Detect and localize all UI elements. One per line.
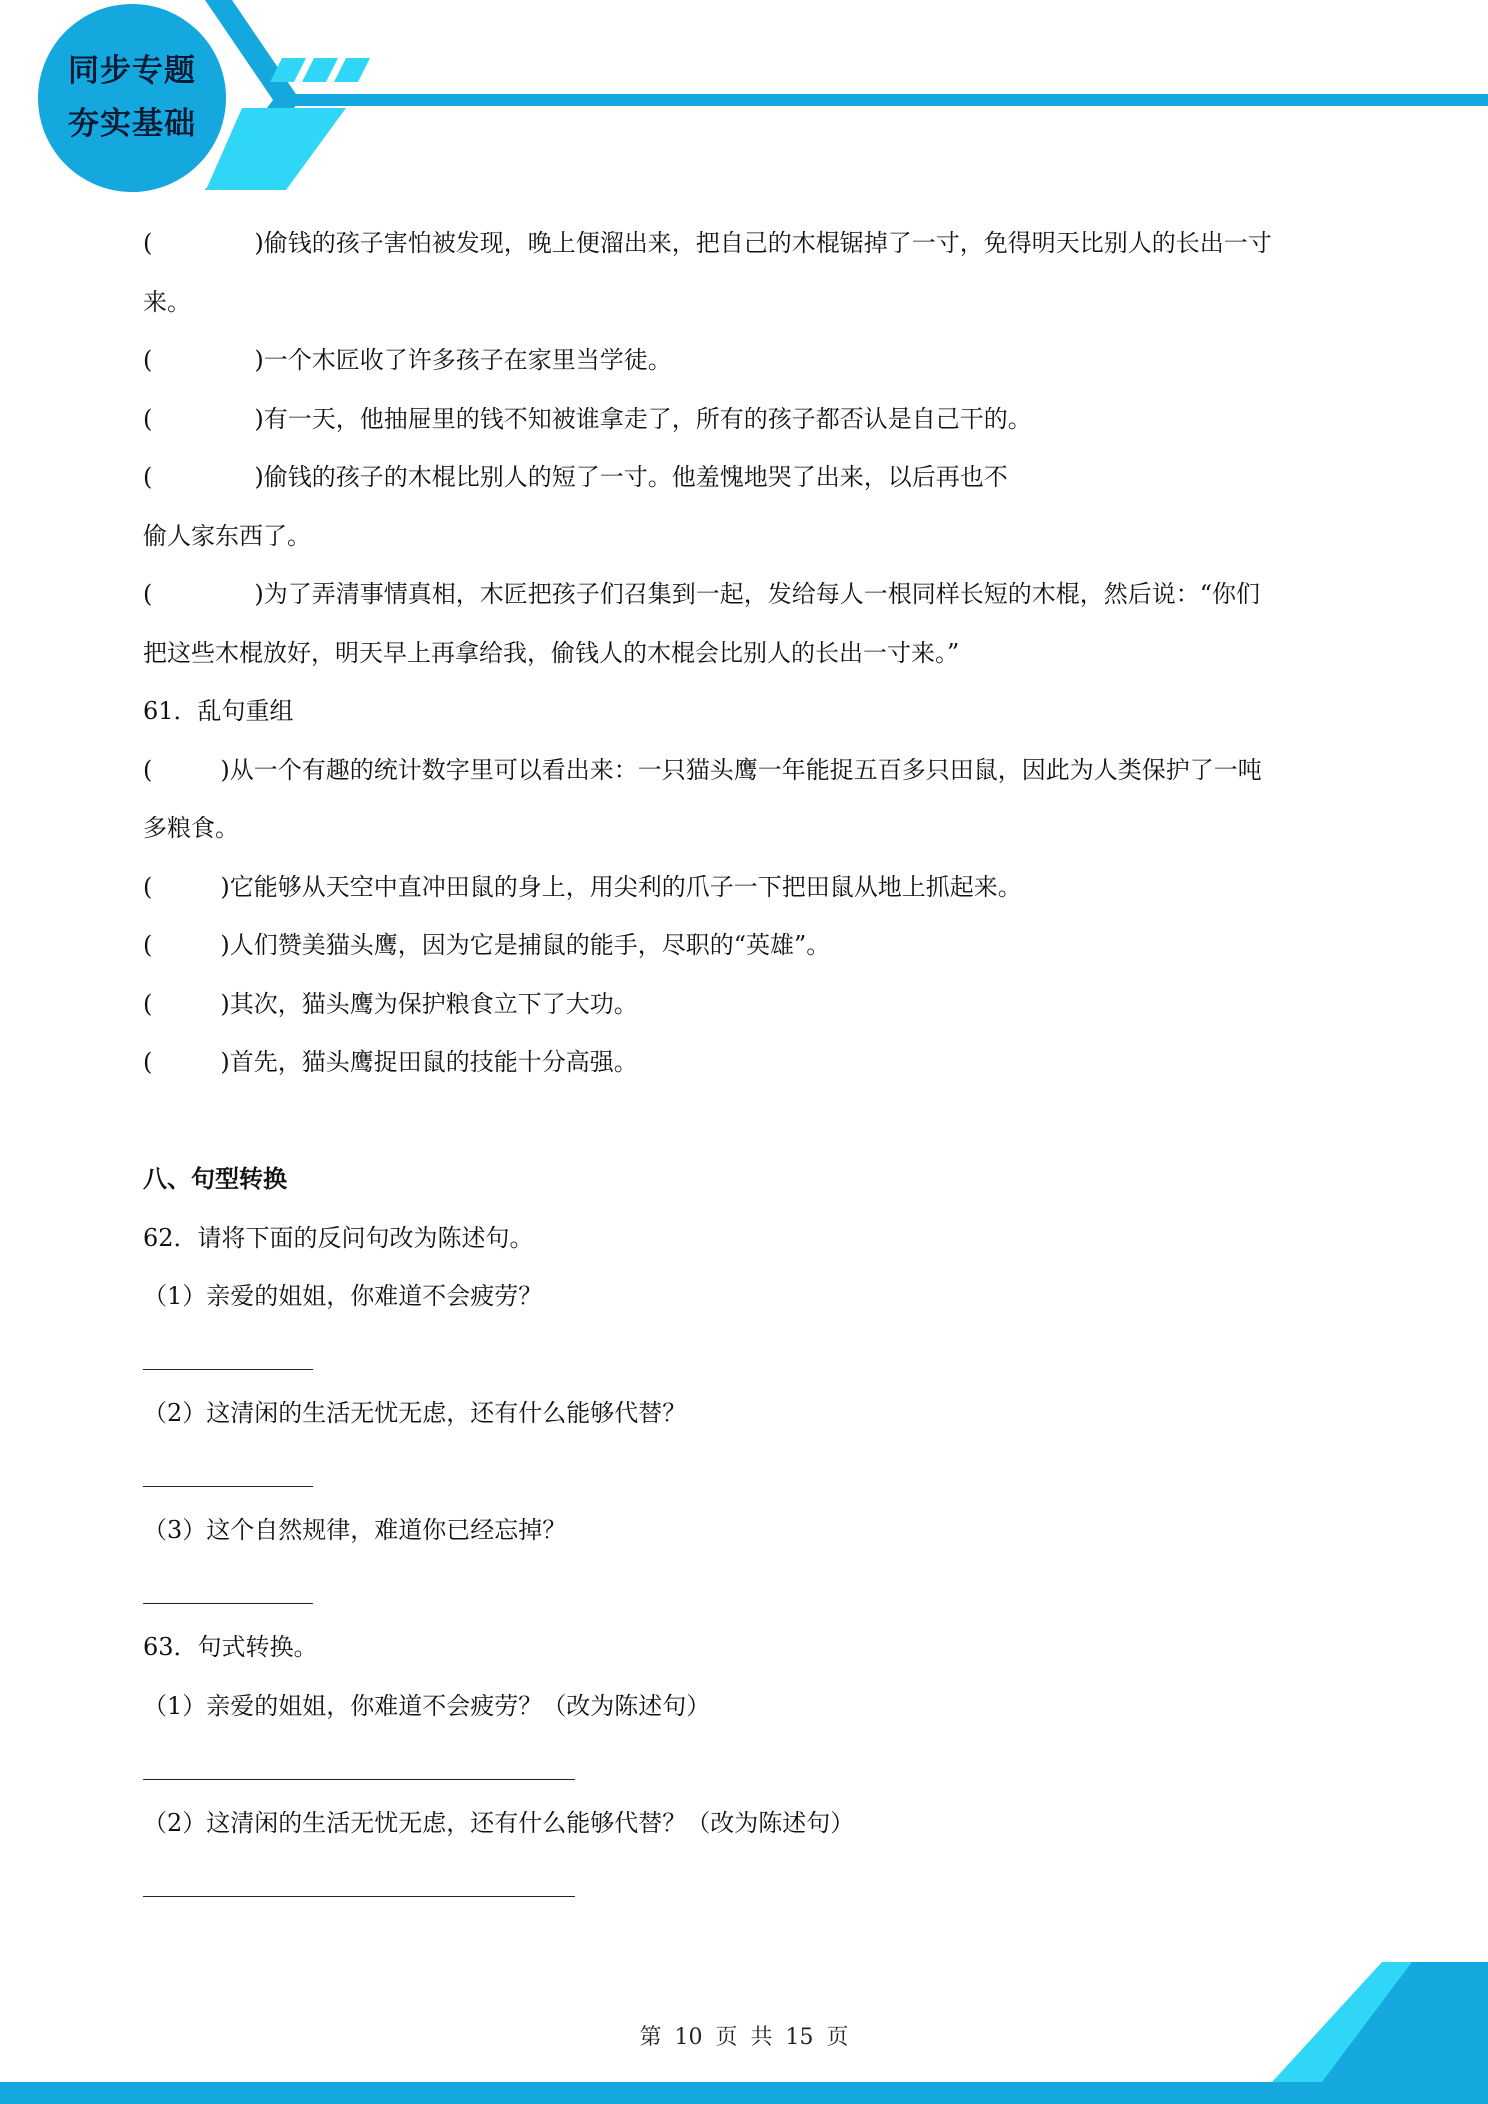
question-63-item-2: （2）这清闲的生活无忧无虑，还有什么能够代替？（改为陈述句）: [143, 1808, 855, 1837]
badge-line-2: 夯实基础: [68, 106, 196, 142]
order-line: ( )偷钱的孩子的木棍比别人的短了一寸。他羞愧地哭了出来，以后再也不: [143, 463, 1008, 491]
order-line: ( )一个木匠收了许多孩子在家里当学徒。: [143, 346, 672, 374]
order-line: ( )它能够从天空中直冲田鼠的身上，用尖利的爪子一下把田鼠从地上抓起来。: [143, 872, 1022, 901]
header-badge: [38, 4, 226, 192]
question-62-title: 62．请将下面的反问句改为陈述句。: [143, 1223, 534, 1252]
page-number: 第 10 页 共 15 页: [639, 2025, 849, 2050]
order-line: ( )有一天，他抽屉里的钱不知被谁拿走了，所有的孩子都否认是自己干的。: [143, 404, 1032, 433]
answer-line[interactable]: [143, 1326, 1353, 1385]
question-63-item-1: （1）亲爱的姐姐，你难道不会疲劳？（改为陈述句）: [143, 1691, 711, 1720]
order-line-cont: 偷人家东西了。: [143, 521, 311, 550]
page-content: [143, 214, 1353, 1911]
order-line: ( )从一个有趣的统计数字里可以看出来：一只猫头鹰一年能捉五百多只田鼠，因此为人类保护了一吨: [143, 755, 1262, 784]
header-stripe-2: [302, 58, 338, 82]
question-62-item-1: （1）亲爱的姐姐，你难道不会疲劳？: [143, 1282, 543, 1310]
header-arrow-light: [206, 108, 346, 190]
question-63-title: 63．句式转换。: [143, 1633, 318, 1661]
section-8-title: 八、句型转换: [143, 1165, 287, 1193]
answer-line[interactable]: [143, 1560, 1353, 1619]
section-spacer: [143, 1092, 1353, 1151]
order-line: ( )为了弄清事情真相，木匠把孩子们召集到一起，发给每人一根同样长短的木棍，然后说：“你们: [143, 580, 1261, 608]
answer-line[interactable]: [143, 1852, 1353, 1911]
order-line-cont: 多粮食。: [143, 814, 239, 842]
header-stripe-3: [334, 58, 370, 82]
order-line-cont: 把这些木棍放好，明天早上再拿给我，偷钱人的木棍会比别人的长出一寸来。”: [143, 638, 960, 667]
header-rule: [282, 94, 1488, 106]
answer-line[interactable]: [143, 1735, 1353, 1794]
order-line-cont: 来。: [143, 287, 191, 316]
order-line: ( )偷钱的孩子害怕被发现，晚上便溜出来，把自己的木棍锯掉了一寸，免得明天比别人的长出一寸: [143, 229, 1272, 257]
answer-rule: [143, 1486, 313, 1487]
question-61-title: 61．乱句重组: [143, 697, 294, 725]
answer-rule: [143, 1896, 575, 1897]
answer-rule: [143, 1603, 313, 1604]
answer-rule: [143, 1779, 575, 1780]
order-line: ( )首先，猫头鹰捉田鼠的技能十分高强。: [143, 1048, 638, 1076]
order-line: ( )人们赞美猫头鹰，因为它是捕鼠的能手，尽职的“英雄”。: [143, 931, 831, 959]
answer-rule: [143, 1369, 313, 1370]
footer-rule: [0, 2082, 1488, 2104]
badge-line-1: 同步专题: [68, 53, 196, 89]
question-62-item-2: （2）这清闲的生活无忧无虑，还有什么能够代替？: [143, 1399, 687, 1427]
answer-line[interactable]: [143, 1443, 1353, 1502]
question-62-item-3: （3）这个自然规律，难道你已经忘掉？: [143, 1516, 567, 1544]
order-line: ( )其次，猫头鹰为保护粮食立下了大功。: [143, 989, 638, 1018]
